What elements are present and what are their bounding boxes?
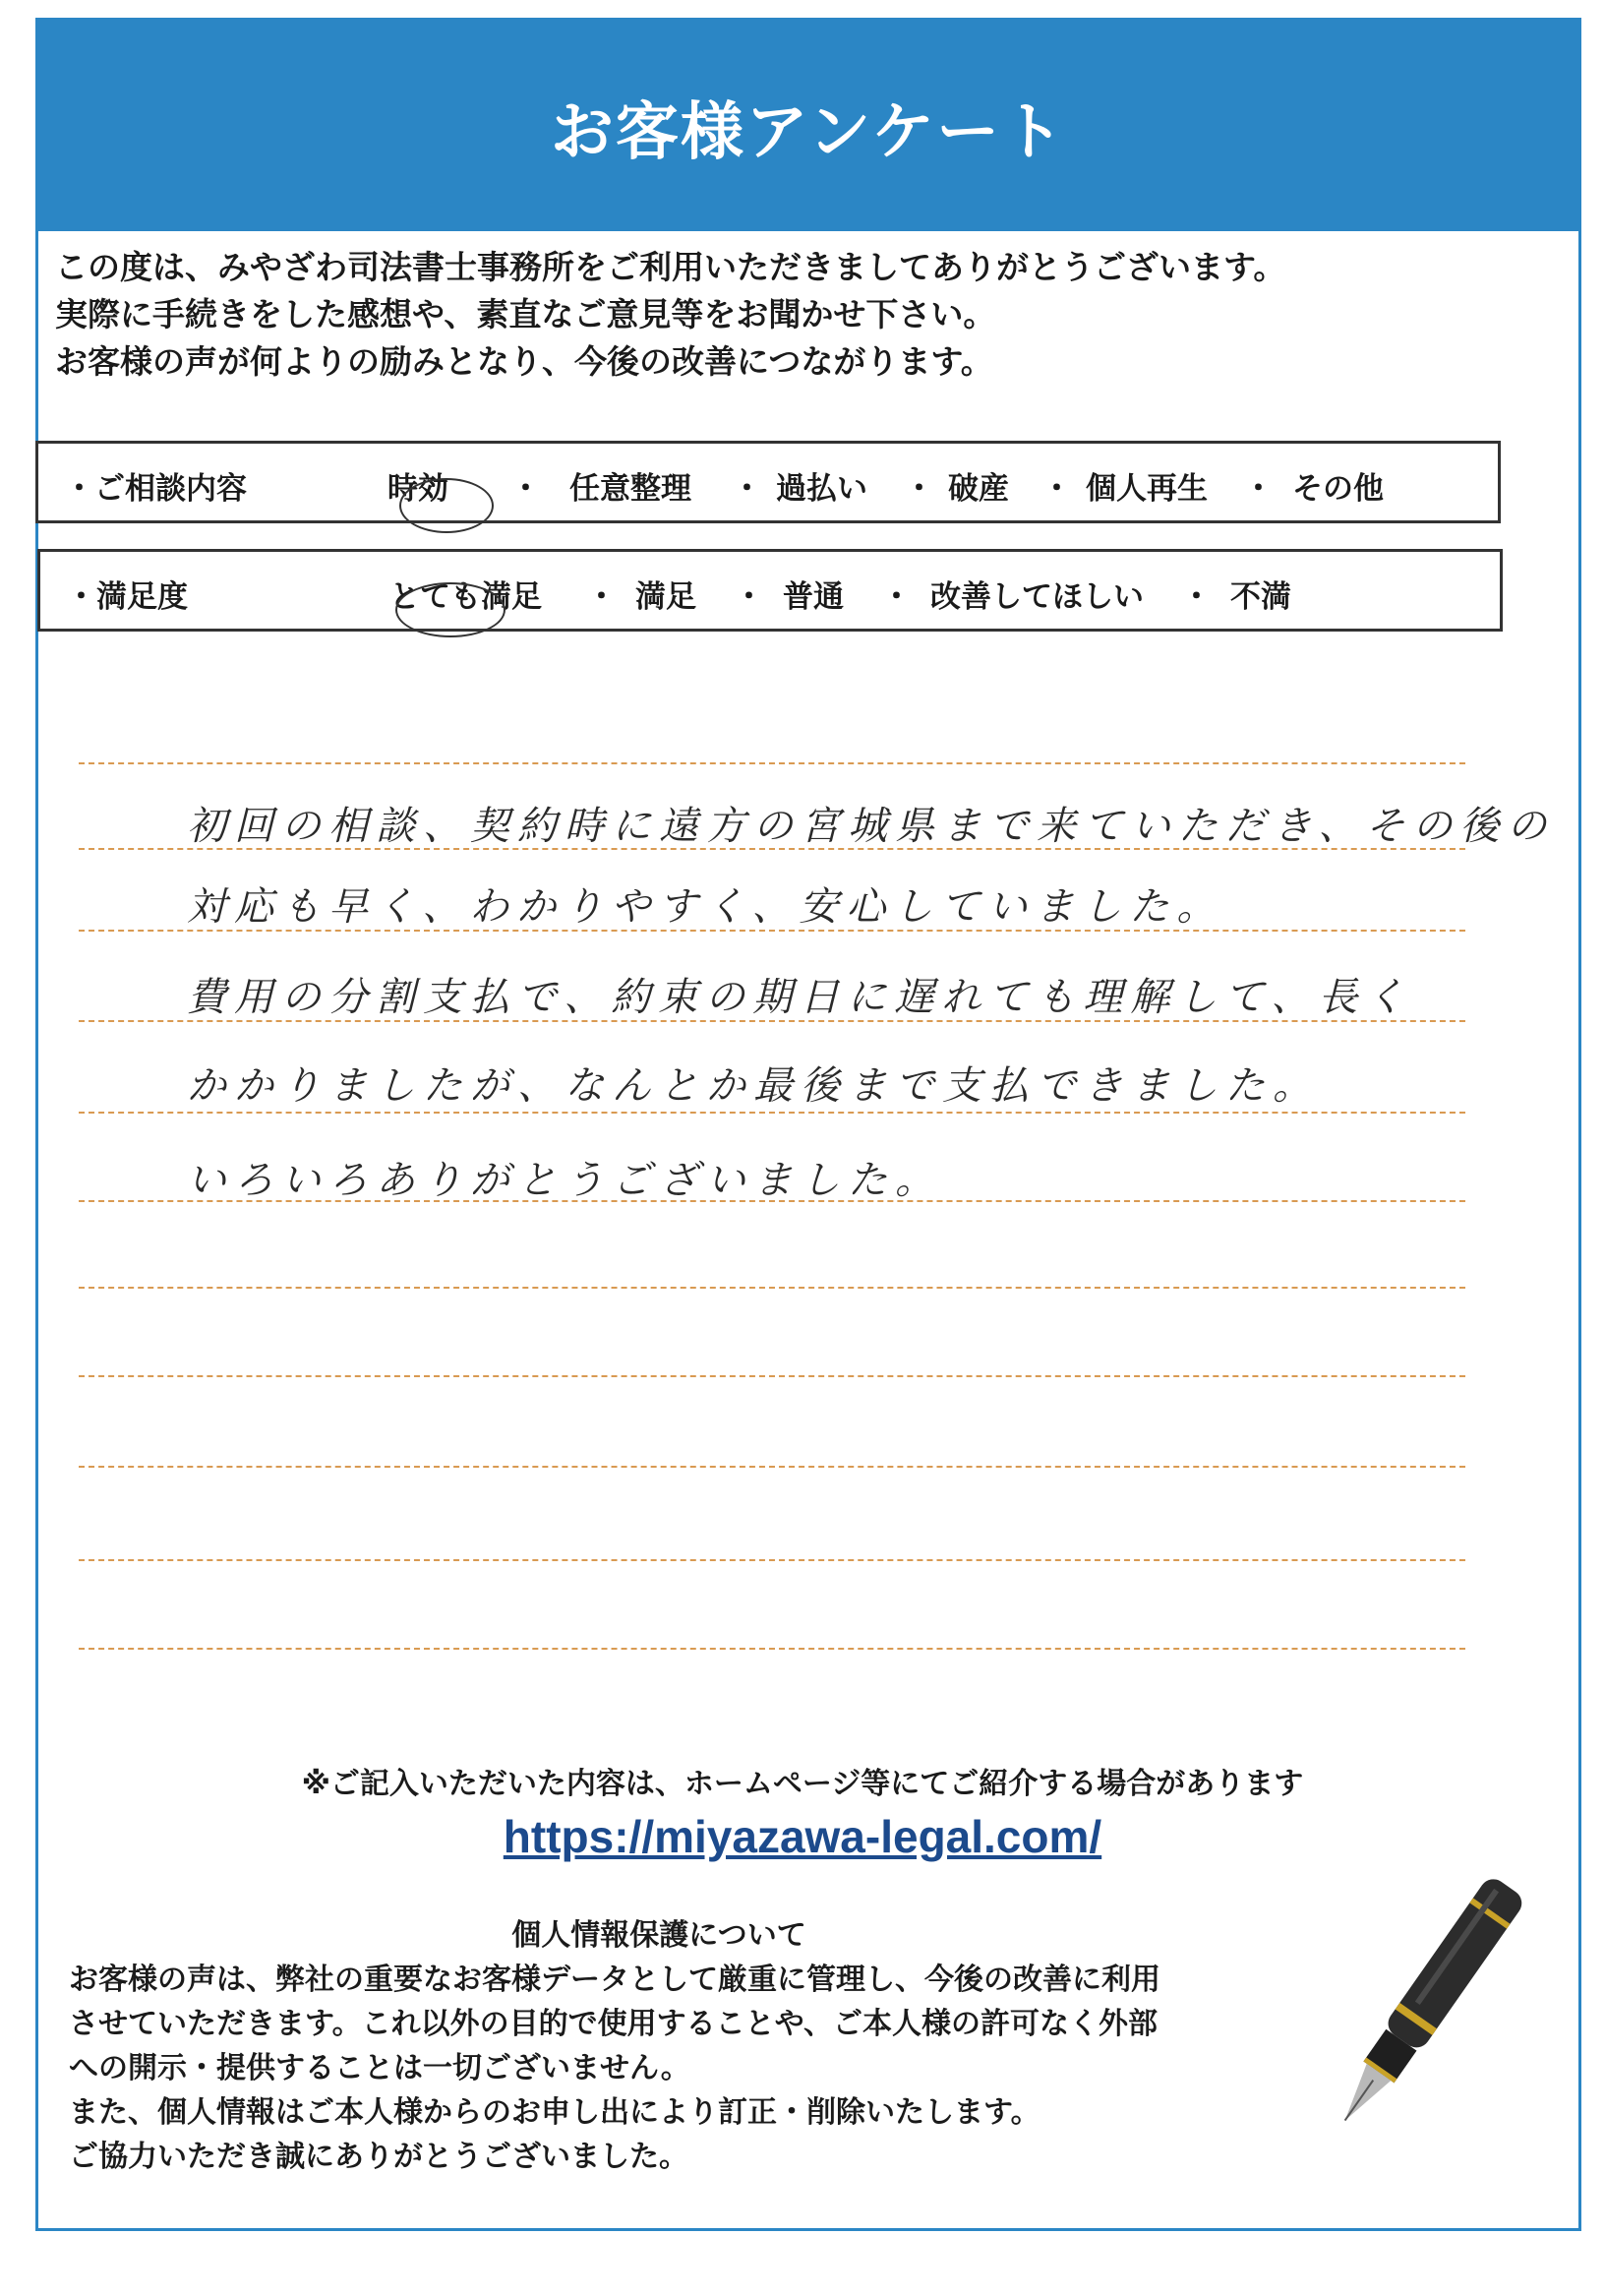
separator: ・	[1243, 471, 1274, 507]
option-kabarai[interactable]: 過払い	[776, 471, 867, 507]
option-kaizen[interactable]: 改善してほしい	[930, 579, 1144, 615]
option-fuman[interactable]: 不満	[1230, 579, 1291, 615]
website-link[interactable]: https://miyazawa-legal.com/	[503, 1811, 1102, 1862]
satisfaction-options	[37, 549, 1503, 632]
option-manzoku[interactable]: 満足	[635, 579, 696, 615]
rule-line	[79, 1648, 1465, 1650]
privacy-text	[69, 1958, 1347, 2179]
option-totemo-manzoku[interactable]: とても満足	[389, 579, 542, 615]
privacy-line: お客様の声は、弊社の重要なお客様データとして厳重に管理し、今後の改善に利用	[69, 1963, 1160, 1997]
separator: ・	[881, 579, 912, 615]
privacy-line: ご協力いただき誠にありがとうございました。	[69, 2140, 688, 2174]
satisfaction-label: ・満足度	[66, 579, 188, 615]
comment-line: 初回の相談、契約時に遠方の宮城県まで来ていただき、その後の	[187, 804, 1555, 849]
separator: ・	[510, 471, 541, 507]
separator: ・	[904, 471, 934, 507]
option-jikou[interactable]: 時効	[387, 471, 448, 507]
separator: ・	[732, 471, 762, 507]
separator: ・	[1181, 579, 1212, 615]
option-sonota[interactable]: その他	[1292, 471, 1384, 507]
rule-line	[79, 1466, 1465, 1468]
selected-mark	[399, 478, 494, 533]
intro-line: この度は、みやざわ司法書士事務所をご利用いただきましてありがとうございます。	[55, 248, 1286, 286]
option-hasan[interactable]: 破産	[948, 471, 1009, 507]
page-title: お客様アンケート	[550, 96, 1067, 169]
publication-note: ※ご記入いただいた内容は、ホームページ等にてご紹介する場合があります	[301, 1767, 1304, 1801]
rule-line	[79, 1559, 1465, 1561]
rule-line	[79, 1112, 1465, 1114]
rule-line	[79, 762, 1465, 764]
option-futsuu[interactable]: 普通	[783, 579, 844, 615]
comment-line: 費用の分割支払で、約束の期日に遅れても理解して、長く	[187, 975, 1413, 1020]
separator: ・	[734, 579, 764, 615]
separator: ・	[1041, 471, 1072, 507]
intro-line: 実際に手続きをした感想や、素直なご意見等をお聞かせ下さい。	[55, 295, 996, 333]
fountain-pen-icon	[1288, 1849, 1554, 2174]
intro-line: お客様の声が何よりの励みとなり、今後の改善につながります。	[55, 342, 993, 381]
consultation-options	[35, 441, 1501, 523]
privacy-title: 個人情報保護について	[511, 1918, 806, 1953]
privacy-line: させていただきます。これ以外の目的で使用することや、ご本人様の許可なく外部	[69, 2007, 1158, 2041]
option-kojinsaisei[interactable]: 個人再生	[1086, 471, 1208, 507]
option-niniseiri[interactable]: 任意整理	[569, 471, 691, 507]
consultation-label: ・ご相談内容	[64, 471, 247, 507]
intro-text	[55, 244, 1491, 386]
privacy-line: また、個人情報はご本人様からのお申し出により訂正・削除いたします。	[69, 2095, 1040, 2130]
title-banner	[38, 21, 1578, 231]
comment-line: 対応も早く、わかりやすく、安心していました。	[187, 884, 1224, 930]
privacy-line: への開示・提供することは一切ございません。	[69, 2051, 690, 2085]
comment-line: いろいろありがとうございました。	[187, 1158, 942, 1203]
rule-line	[79, 1375, 1465, 1377]
comment-line: かかりましたが、なんとか最後まで支払できました。	[187, 1063, 1320, 1109]
separator: ・	[586, 579, 617, 615]
rule-line	[79, 1287, 1465, 1289]
selected-mark	[395, 582, 505, 637]
